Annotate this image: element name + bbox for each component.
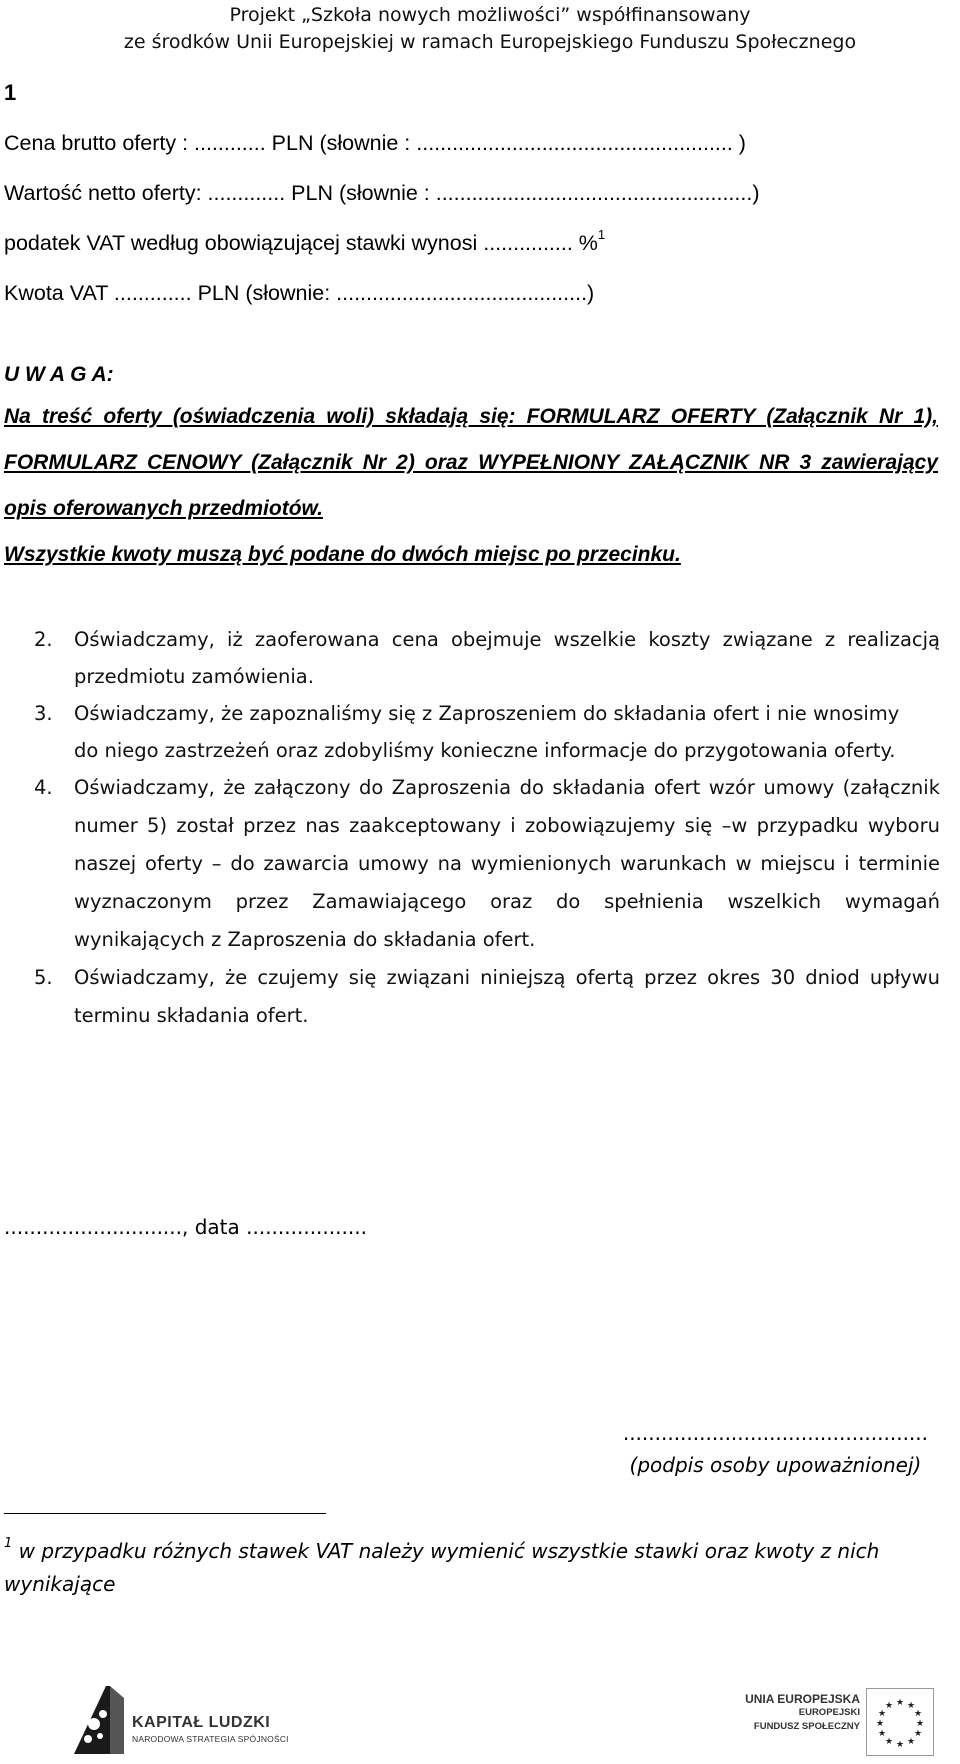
svg-text:★: ★: [895, 1698, 905, 1708]
footnote-marker: 1: [4, 1536, 13, 1552]
svg-text:★: ★: [906, 1737, 916, 1747]
kapital-ludzki-title: KAPITAŁ LUDZKI: [132, 1714, 271, 1731]
svg-text:★: ★: [877, 1709, 887, 1719]
human-capital-emblem-icon: [70, 1684, 126, 1758]
footnote-divider: [4, 1513, 326, 1514]
statement-number: 2.: [34, 628, 53, 651]
svg-text:★: ★: [913, 1709, 923, 1719]
svg-text:★: ★: [884, 1737, 894, 1747]
statement-text: Oświadczamy, że załączony do Zaproszenia do składania ofert wzór umowy (załącznik numer 5) został przez nas zaakceptowany i zobowiązujemy się –w przypadku wyboru naszej oferty – do zawarcia umowy na wymienionych warunkach w miejscu i terminie wyznaczonym przez Zamawiającego oraz do spełnienia wszelkich wymagań wynikających z Zaproszenia do składania ofert.: [74, 776, 940, 951]
vat-amount-line: Kwota VAT ............. PLN (słownie: ..........................................): [4, 281, 595, 305]
footnote-reference: 1: [597, 226, 606, 242]
eu-logo-text: [690, 1692, 860, 1734]
svg-text:★: ★: [884, 1701, 894, 1711]
header-line-1: Projekt „Szkoła nowych możliwości” współfinansowany: [229, 4, 751, 26]
kapital-ludzki-logo: [70, 1684, 330, 1758]
header-line-2: ze środków Unii Europejskiej w ramach Europejskiego Funduszu Społecznego: [123, 31, 857, 53]
eu-social-fund-logo: [745, 1688, 960, 1758]
statement-number: 3.: [34, 702, 53, 725]
net-value-line: Wartość netto oferty: ............. PLN (słownie : .....................................................): [4, 181, 760, 205]
kapital-ludzki-text: [132, 1714, 289, 1744]
price-fields: [4, 128, 759, 328]
statements-list: [34, 621, 940, 1035]
project-header: [0, 2, 960, 56]
page-number: 1: [4, 80, 17, 105]
statement-item: [34, 769, 940, 959]
statement-item: [34, 695, 940, 769]
notice-title: U W A G A:: [4, 363, 114, 386]
notice-section: [4, 356, 938, 574]
logo-bar: [0, 1672, 960, 1762]
signature-block: [623, 1418, 928, 1482]
notice-text: Na treść oferty (oświadczenia woli) składają się: FORMULARZ OFERTY (Załącznik Nr 1), FORMULARZ CENOWY (Załącznik Nr 2) oraz WYPEŁNIONY ZAŁĄCZNIK NR 3 zawierający opis oferowanych przedmiotów.: [4, 405, 938, 520]
svg-text:★: ★: [913, 1729, 923, 1739]
notice-amounts: Wszystkie kwoty muszą być podane do dwóch miejsc po przecinku.: [4, 543, 681, 566]
eu-logo-line-1: UNIA EUROPEJSKA: [745, 1692, 860, 1706]
vat-rate-line: [4, 228, 759, 278]
date-line: ............................, data ...................: [4, 1215, 367, 1239]
svg-text:★: ★: [877, 1729, 887, 1739]
gross-price-line: Cena brutto oferty : ............ PLN (słownie : ..................................................... ): [4, 131, 746, 155]
statement-text: Oświadczamy, iż zaoferowana cena obejmuje wszelkie koszty związane z realizacją przedmiotu zamówienia.: [74, 628, 940, 688]
kapital-ludzki-subtitle: NARODOWA STRATEGIA SPÓJNOŚCI: [132, 1734, 289, 1744]
svg-text:★: ★: [875, 1719, 885, 1729]
statement-text-continued: do niego zastrzeżeń oraz zdobyliśmy konieczne informacje do przygotowania oferty.: [74, 739, 896, 762]
statement-text: Oświadczamy, że czujemy się związani niniejszą ofertą przez okres 30 dniod upływu terminu składania ofert.: [74, 966, 940, 1027]
eu-logo-line-3: FUNDUSZ SPOŁECZNY: [753, 1721, 860, 1732]
svg-text:★: ★: [906, 1701, 916, 1711]
footnote-text: w przypadku różnych stawek VAT należy wymienić wszystkie stawki oraz kwoty z nich wynikające: [4, 1539, 880, 1596]
statement-text: Oświadczamy, że zapoznaliśmy się z Zaproszeniem do składania ofert i nie wnosimy: [74, 702, 900, 725]
signature-line: ................................................: [622, 1421, 928, 1445]
footnote: [4, 1535, 904, 1601]
eu-logo-line-2: EUROPEJSKI: [798, 1707, 860, 1718]
signature-label: (podpis osoby upoważnionej): [629, 1453, 922, 1477]
statement-item: [34, 959, 940, 1035]
statement-number: 5.: [34, 966, 53, 989]
statement-number: 4.: [34, 776, 53, 799]
svg-text:★: ★: [915, 1719, 925, 1729]
eu-flag-icon: [866, 1688, 934, 1756]
eu-stars-icon: [867, 1689, 933, 1755]
svg-text:★: ★: [895, 1740, 905, 1750]
vat-rate-text: podatek VAT według obowiązującej stawki wynosi ............... %: [4, 231, 598, 255]
statement-item: [34, 621, 940, 695]
